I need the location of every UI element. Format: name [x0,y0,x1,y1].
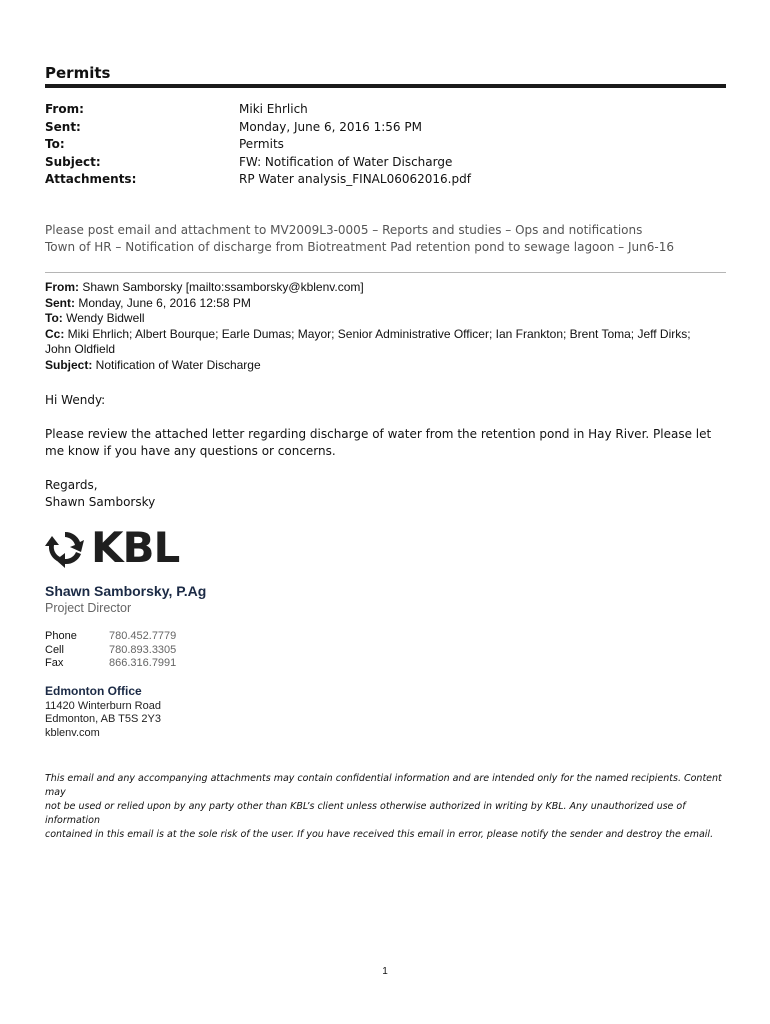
header-value: Permits [239,137,284,151]
body-line: Please review the attached letter regarding discharge of water from the retention pond in Hay River. Please let [45,427,712,441]
signature-name: Shawn Samborsky, P.Ag [45,583,207,599]
contact-value[interactable]: 780.452.7779 [109,630,177,642]
contact-label: Fax [45,657,64,669]
fwd-subject [45,358,705,374]
disclaimer-line: not be used or relied upon by any party other than KBL’s client unless otherwise authorized in writing by KBL. Any unauthorized use of information [45,801,686,826]
header-row-sent [45,120,471,138]
website-link[interactable]: kblenv.com [45,726,100,739]
fwd-label: To: [45,311,63,325]
body-line: me know if you have any questions or concerns. [45,444,336,458]
divider [45,272,726,273]
header-row-attachments [45,172,471,190]
fwd-to [45,311,705,327]
fwd-label: Sent: [45,295,75,310]
logo-text: KBL [91,523,180,572]
sign-off [45,477,155,511]
disclaimer-line: contained in this email is at the sole risk of the user. If you have received this email in error, please notify the sender and destroy the email. [45,829,714,840]
header-row-subject [45,155,471,173]
header-row-to [45,137,471,155]
forwarded-header [45,280,705,373]
disclaimer-line: This email and any accompanying attachments may contain confidential information and are intended only for the named recipients. Content may [45,773,722,798]
sender-name: Shawn Samborsky [45,495,156,509]
fwd-label: From: [45,280,79,294]
note-line: Please post email and attachment to MV2009L3-0005 – Reports and studies – Ops and notifications [45,223,643,237]
header-label: Sent: [45,119,81,134]
contact-value[interactable]: 780.893.3305 [109,643,177,656]
header-label: From: [45,102,84,116]
message-body [45,426,711,460]
contact-label: Cell [45,643,64,656]
note-line: Town of HR – Notification of discharge from Biotreatment Pad retention pond to sewage lagoon – Jun6-16 [45,240,674,254]
signature-role: Project Director [45,601,132,615]
fwd-from-value[interactable]: Shawn Samborsky [mailto:ssamborsky@kblenv.com] [79,280,364,294]
title-rule [45,84,726,88]
header-label: Attachments: [45,172,137,186]
fwd-from [45,280,705,296]
attachment-link[interactable]: RP Water analysis_FINAL06062016.pdf [239,172,471,186]
posting-note [45,222,674,256]
contact-phone [45,630,176,644]
address-line: 11420 Winterburn Road [45,699,161,712]
header-label: To: [45,137,65,151]
header-value: Miki Ehrlich [239,102,308,116]
contact-fax [45,657,176,671]
fwd-label: Subject: [45,357,93,372]
contact-label: Phone [45,630,77,642]
contact-list [45,630,176,671]
office-block [45,685,161,740]
fwd-cc [45,327,705,358]
email-header [45,102,471,190]
fwd-label: Cc: [45,326,65,341]
greeting: Hi Wendy: [45,393,106,407]
fwd-sent-value: Monday, June 6, 2016 12:58 PM [75,295,251,310]
address-line: Edmonton, AB T5S 2Y3 [45,713,161,725]
closing: Regards, [45,478,98,492]
recycle-arrows-icon [45,528,85,568]
fwd-subject-value: Notification of Water Discharge [92,357,261,372]
disclaimer [45,772,725,842]
header-label: Subject: [45,154,101,169]
contact-cell [45,644,176,658]
header-row-from [45,102,471,120]
header-value: Monday, June 6, 2016 1:56 PM [239,119,422,134]
kbl-logo [45,523,180,572]
fwd-to-value: Wendy Bidwell [62,311,145,325]
contact-value: 866.316.7991 [109,657,177,669]
fwd-sent [45,296,705,312]
page-number: 1 [382,966,388,977]
header-value: FW: Notification of Water Discharge [239,154,453,169]
fwd-cc-value: Miki Ehrlich; Albert Bourque; Earle Dumas; Mayor; Senior Administrative Officer; Ian Frankton; Brent Toma; Jeff Dirks; John Oldfield [45,326,691,356]
page-title: Permits [45,64,111,82]
office-title: Edmonton Office [45,684,142,698]
